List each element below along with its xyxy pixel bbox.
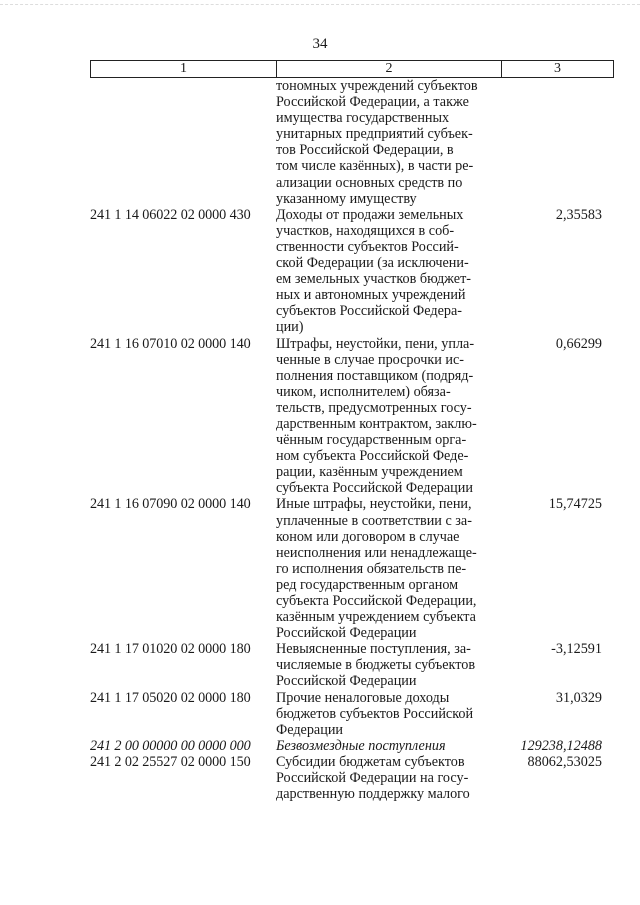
amount-cell: 0,66299 xyxy=(555,335,602,352)
scan-edge xyxy=(0,0,640,5)
name-line: имущества государственных xyxy=(276,110,450,127)
table-row xyxy=(90,207,620,336)
table-header xyxy=(90,60,614,78)
code-cell: 241 2 02 25527 02 0000 150 xyxy=(90,753,251,770)
name-line: тономных учреждений субъектов xyxy=(276,78,478,94)
amount-cell: 15,74725 xyxy=(548,496,602,513)
table-row xyxy=(90,738,620,754)
name-line: бюджетов субъектов Российской xyxy=(276,705,474,722)
name-line: рации, казённым учреждением xyxy=(276,464,463,481)
code-cell: 241 1 17 05020 02 0000 180 xyxy=(90,689,251,706)
name-line: ализации основных средств по xyxy=(276,174,463,191)
name-line: го исполнения обязательств пе- xyxy=(276,560,467,577)
table-row xyxy=(90,690,620,738)
table-row xyxy=(90,496,620,641)
amount-cell: -3,12591 xyxy=(551,641,602,658)
name-line: указанному имуществу xyxy=(276,190,417,207)
name-line: Федерации xyxy=(276,721,344,738)
name-line: ции) xyxy=(276,319,304,336)
name-line: коном или договором в случае xyxy=(276,528,460,545)
name-line: ем земельных участков бюджет- xyxy=(276,271,472,288)
amount-cell: 31,0329 xyxy=(555,689,602,706)
name-line: участков, находящихся в соб- xyxy=(276,222,455,239)
name-line: тов Российской Федерации, в xyxy=(276,142,454,159)
name-line: Российской Федерации xyxy=(276,625,417,642)
name-cell xyxy=(276,496,496,641)
table-row xyxy=(90,336,620,497)
name-line: числяемые в бюджеты субъектов xyxy=(276,657,476,674)
name-cell xyxy=(276,207,496,336)
name-line: дарственным контрактом, заклю- xyxy=(276,415,477,432)
name-line: чиком, исполнителем) обяза- xyxy=(276,383,451,400)
name-line: чённым государственным орга- xyxy=(276,432,467,449)
name-line: Безвозмездные поступления xyxy=(276,737,446,754)
name-line: казённым учреждением субъекта xyxy=(276,609,476,626)
table-row xyxy=(90,754,620,802)
code-cell: 241 1 17 01020 02 0000 180 xyxy=(90,641,251,658)
column-header-2: 2 xyxy=(277,61,502,77)
name-cell xyxy=(276,336,496,497)
amount-cell: 129238,12488 xyxy=(520,737,602,754)
name-line: субъекта Российской Федерации, xyxy=(276,593,477,609)
name-line: ном субъекта Российской Феде- xyxy=(276,448,469,465)
name-line: Субсидии бюджетам субъектов xyxy=(276,753,465,770)
code-cell: 241 1 14 06022 02 0000 430 xyxy=(90,206,251,223)
column-header-3: 3 xyxy=(554,61,561,76)
name-line: неисполнения или ненадлежаще- xyxy=(276,544,477,561)
name-cell xyxy=(276,690,496,738)
name-line: Российской Федерации на госу- xyxy=(276,770,469,787)
name-line: том числе казённых), в части ре- xyxy=(276,158,474,175)
table-row xyxy=(90,641,620,689)
name-line: уплаченные в соответствии с за- xyxy=(276,512,472,529)
name-line: дарственную поддержку малого xyxy=(276,786,470,803)
name-cell xyxy=(276,78,496,207)
code-cell: 241 2 00 00000 00 0000 000 xyxy=(90,737,251,754)
code-cell: 241 1 16 07090 02 0000 140 xyxy=(90,496,251,513)
name-line: Штрафы, неустойки, пени, упла- xyxy=(276,335,475,352)
table-body xyxy=(90,78,620,802)
name-line: Невыясненные поступления, за- xyxy=(276,641,471,658)
amount-cell: 2,35583 xyxy=(555,206,602,223)
code-cell xyxy=(90,78,276,207)
name-line: Доходы от продажи земельных xyxy=(276,206,464,223)
continuation-row xyxy=(90,78,620,207)
name-line: ных и автономных учреждений xyxy=(276,287,466,304)
name-line: ственности субъектов Россий- xyxy=(276,238,459,255)
name-line: унитарных предприятий субъек- xyxy=(276,126,473,143)
code-cell: 241 1 16 07010 02 0000 140 xyxy=(90,335,251,352)
name-line: субъектов Российской Федера- xyxy=(276,303,462,320)
name-line: Иные штрафы, неустойки, пени, xyxy=(276,496,472,513)
name-line: Российской Федерации xyxy=(276,673,417,690)
name-line: ред государственным органом xyxy=(276,576,459,593)
amount-cell: 88062,53025 xyxy=(527,753,602,770)
name-cell xyxy=(276,641,496,689)
name-line: Российской Федерации, а также xyxy=(276,94,469,111)
name-cell xyxy=(276,738,496,754)
name-line: полнения поставщиком (подряд- xyxy=(276,367,474,384)
name-line: тельств, предусмотренных госу- xyxy=(276,399,472,416)
column-header-1: 1 xyxy=(91,61,277,77)
page-number: 34 xyxy=(312,36,328,52)
name-line: Прочие неналоговые доходы xyxy=(276,689,450,706)
name-line: ской Федерации (за исключени- xyxy=(276,255,469,272)
name-line: ченные в случае просрочки ис- xyxy=(276,351,465,368)
name-cell xyxy=(276,754,496,802)
amount-cell xyxy=(496,78,620,207)
name-line: субъекта Российской Федерации xyxy=(276,480,473,497)
